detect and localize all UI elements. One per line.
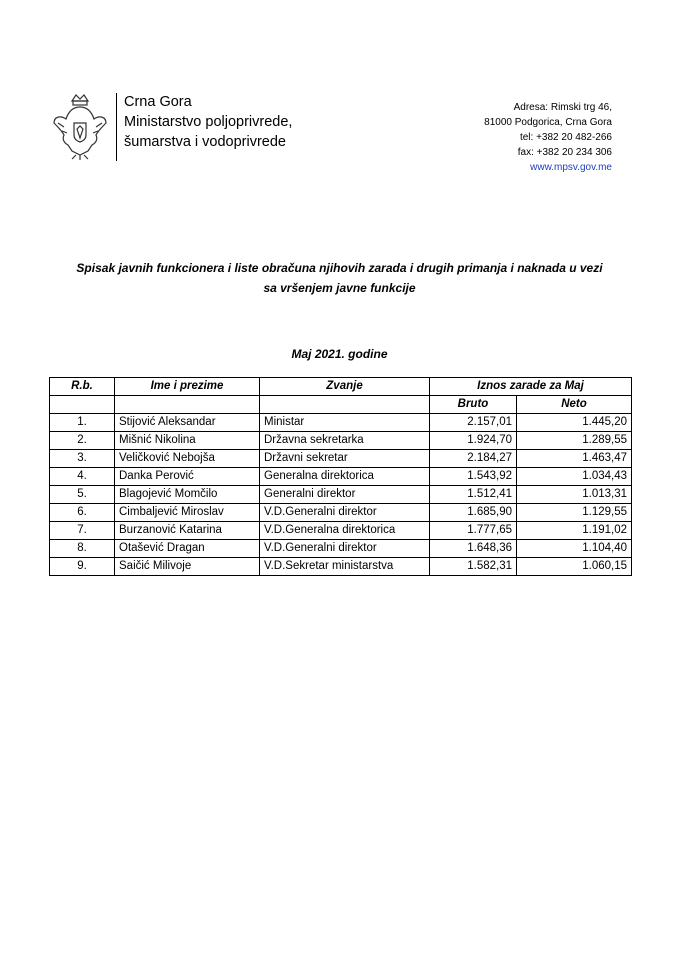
cell-rb: 6. [50,504,115,522]
cell-rb: 9. [50,558,115,576]
table-row [50,540,632,558]
document-title [40,258,639,298]
cell-name: Blagojević Momčilo [115,486,260,504]
table-row [50,504,632,522]
org-ministry-line2: šumarstva i vodoprivrede [124,134,286,150]
cell-gross: 1.924,70 [430,432,517,450]
website-link[interactable]: www.mpsv.gov.me [530,162,612,173]
table-row [50,432,632,450]
cell-name: Otašević Dragan [115,540,260,558]
header-gross: Bruto [430,396,517,414]
cell-title: V.D.Generalni direktor [260,504,430,522]
contact-info [484,100,612,175]
table-subheader-row [50,396,632,414]
address-line1: Adresa: Rimski trg 46, [513,102,612,113]
cell-title: Ministar [260,414,430,432]
header-salary-group: Iznos zarade za Maj [430,378,632,396]
cell-gross: 1.543,92 [430,468,517,486]
cell-rb: 3. [50,450,115,468]
cell-net: 1.191,02 [517,522,632,540]
cell-net: 1.060,15 [517,558,632,576]
title-line1: Spisak javnih funkcionera i liste obračuna njihovih zarada i drugih primanja i naknada u vezi [76,261,603,275]
cell-rb: 1. [50,414,115,432]
header-name: Ime i prezime [115,378,260,396]
org-country: Crna Gora [124,94,192,110]
table-row [50,558,632,576]
cell-title: V.D.Generalna direktorica [260,522,430,540]
address-line2: 81000 Podgorica, Crna Gora [484,117,612,128]
table-row [50,450,632,468]
cell-name: Saičić Milivoje [115,558,260,576]
table-row [50,486,632,504]
cell-name: Stijović Aleksandar [115,414,260,432]
org-ministry-line1: Ministarstvo poljoprivrede, [124,114,293,130]
cell-name: Burzanović Katarina [115,522,260,540]
salary-table [49,377,632,576]
cell-net: 1.129,55 [517,504,632,522]
cell-gross: 1.582,31 [430,558,517,576]
table-row [50,468,632,486]
table-row [50,522,632,540]
table-header-row [50,378,632,396]
cell-rb: 4. [50,468,115,486]
cell-name: Cimbaljević Miroslav [115,504,260,522]
table-row [50,414,632,432]
cell-gross: 1.685,90 [430,504,517,522]
cell-name: Danka Perović [115,468,260,486]
title-line2: sa vršenjem javne funkcije [263,281,416,295]
cell-net: 1.463,47 [517,450,632,468]
header-divider [116,93,117,161]
coat-of-arms-icon [50,93,110,161]
cell-title: Državni sekretar [260,450,430,468]
cell-rb: 8. [50,540,115,558]
cell-title: Generalni direktor [260,486,430,504]
cell-gross: 2.184,27 [430,450,517,468]
cell-title: V.D.Generalni direktor [260,540,430,558]
subheader-empty [115,396,260,414]
header-net: Neto [517,396,632,414]
cell-net: 1.034,43 [517,468,632,486]
header-rb: R.b. [50,378,115,396]
cell-name: Veličković Nebojša [115,450,260,468]
organization-name [124,92,292,152]
cell-gross: 1.648,36 [430,540,517,558]
cell-rb: 5. [50,486,115,504]
cell-name: Mišnić Nikolina [115,432,260,450]
cell-title: V.D.Sekretar ministarstva [260,558,430,576]
cell-net: 1.013,31 [517,486,632,504]
header-title: Zvanje [260,378,430,396]
cell-net: 1.445,20 [517,414,632,432]
cell-rb: 7. [50,522,115,540]
cell-net: 1.289,55 [517,432,632,450]
cell-title: Generalna direktorica [260,468,430,486]
fax: fax: +382 20 234 306 [517,147,612,158]
cell-gross: 1.777,65 [430,522,517,540]
cell-gross: 2.157,01 [430,414,517,432]
cell-net: 1.104,40 [517,540,632,558]
cell-title: Državna sekretarka [260,432,430,450]
subheader-empty [50,396,115,414]
cell-rb: 2. [50,432,115,450]
subheader-empty [260,396,430,414]
period-heading: Maj 2021. godine [291,347,388,361]
cell-gross: 1.512,41 [430,486,517,504]
phone: tel: +382 20 482-266 [519,132,612,143]
